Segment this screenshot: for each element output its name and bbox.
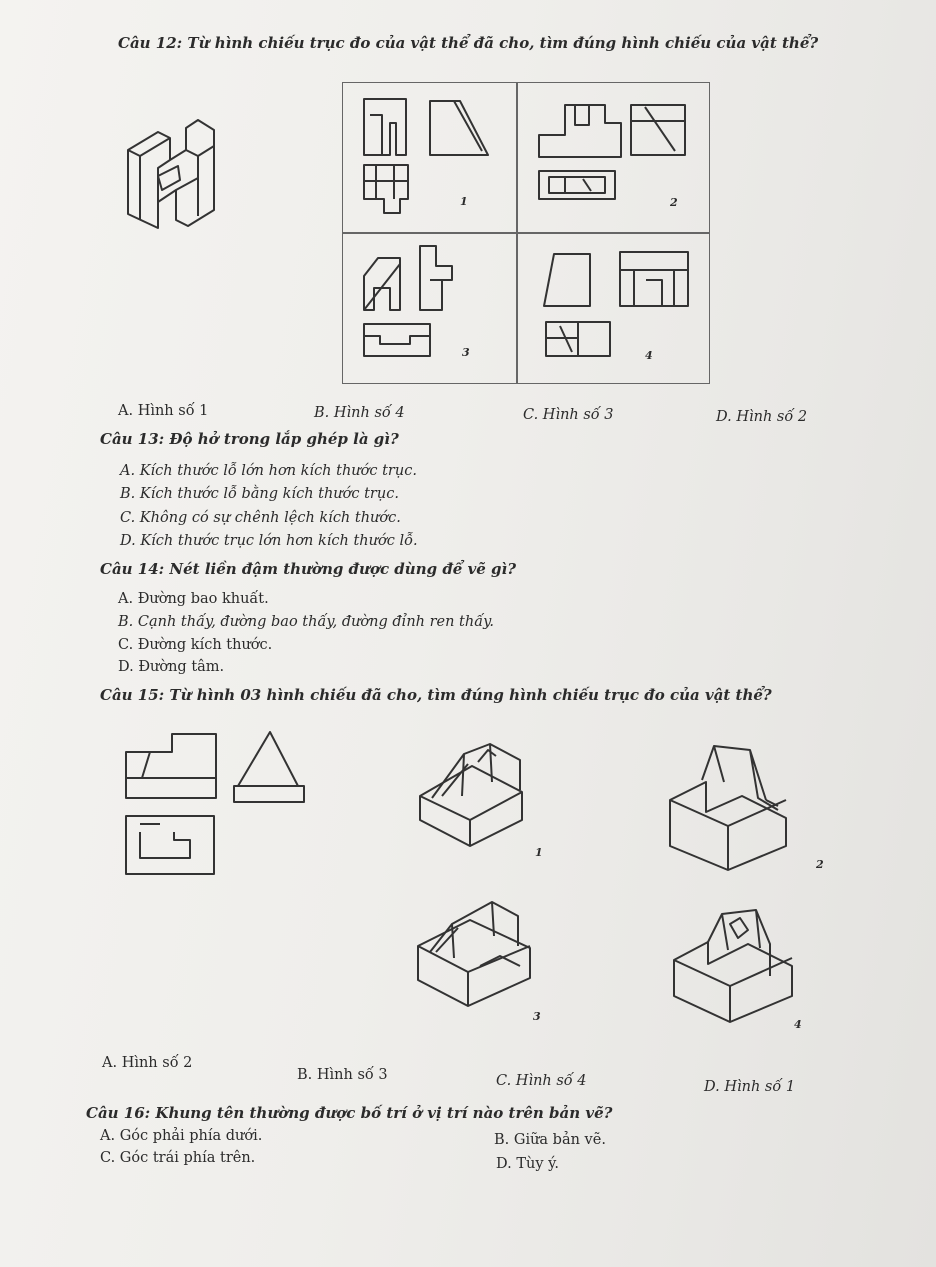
q13-option-d[interactable]: D. Kích thước trục lớn hơn kích thước lỗ. <box>120 533 418 549</box>
q12-isometric-figure <box>118 110 218 240</box>
grid-divider-horizontal <box>342 232 710 234</box>
q15-figure-4 <box>668 904 808 1024</box>
q15-option-c[interactable]: C. Hình số 4 <box>496 1073 587 1089</box>
q12-panel-1 <box>360 95 510 225</box>
q12-question: Câu 12: Từ hình chiếu trục đo của vật thể đã cho, tìm đúng hình chiếu của vật thể? <box>118 34 819 52</box>
q15-question: Câu 15: Từ hình 03 hình chiếu đã cho, tìm đúng hình chiếu trục đo của vật thể? <box>100 686 772 704</box>
q15-figure-2 <box>666 740 796 870</box>
q15-figure-3 <box>410 896 550 1006</box>
q14-option-b[interactable]: B. Cạnh thấy, đường bao thấy, đường đỉnh ren thấy. <box>118 614 494 630</box>
q12-option-a[interactable]: A. Hình số 1 <box>118 403 209 419</box>
q15-figure-4-number: 4 <box>794 1018 802 1031</box>
q12-panel-2-number: 2 <box>670 196 678 209</box>
q15-figure-1 <box>412 736 552 846</box>
q14-question: Câu 14: Nét liền đậm thường được dùng để vẽ gì? <box>100 560 517 578</box>
q12-panel-4 <box>540 240 700 370</box>
q16-question: Câu 16: Khung tên thường được bố trí ở vị trí nào trên bản vẽ? <box>86 1104 613 1122</box>
q13-question: Câu 13: Độ hở trong lắp ghép là gì? <box>100 430 399 448</box>
q13-option-b[interactable]: B. Kích thước lỗ bằng kích thước trục. <box>120 486 399 502</box>
q15-option-a[interactable]: A. Hình số 2 <box>102 1055 193 1071</box>
q15-option-b[interactable]: B. Hình số 3 <box>297 1067 388 1083</box>
q15-option-d[interactable]: D. Hình số 1 <box>704 1079 796 1095</box>
q12-panel-3-number: 3 <box>462 346 470 359</box>
q12-panel-1-number: 1 <box>460 195 468 208</box>
q12-option-c[interactable]: C. Hình số 3 <box>523 407 614 423</box>
q12-option-b[interactable]: B. Hình số 4 <box>314 405 405 421</box>
q14-option-d[interactable]: D. Đường tâm. <box>118 659 225 675</box>
q12-panel-3 <box>360 240 510 370</box>
q16-option-a[interactable]: A. Góc phải phía dưới. <box>100 1128 263 1144</box>
q15-figure-1-number: 1 <box>535 846 543 859</box>
q14-option-c[interactable]: C. Đường kích thước. <box>118 637 273 653</box>
q16-option-b[interactable]: B. Giữa bản vẽ. <box>494 1132 606 1148</box>
q15-figure-2-number: 2 <box>816 858 824 871</box>
q12-option-d[interactable]: D. Hình số 2 <box>716 409 808 425</box>
q15-figure-3-number: 3 <box>533 1010 541 1023</box>
q16-option-c[interactable]: C. Góc trái phía trên. <box>100 1150 256 1166</box>
q15-orthographic-views <box>120 728 320 888</box>
q14-option-a[interactable]: A. Đường bao khuất. <box>118 591 269 607</box>
q13-option-c[interactable]: C. Không có sự chênh lệch kích thước. <box>120 510 401 526</box>
q12-panel-4-number: 4 <box>645 349 653 362</box>
q16-option-d[interactable]: D. Tùy ý. <box>496 1156 560 1172</box>
q13-option-a[interactable]: A. Kích thước lỗ lớn hơn kích thước trục. <box>120 463 417 479</box>
